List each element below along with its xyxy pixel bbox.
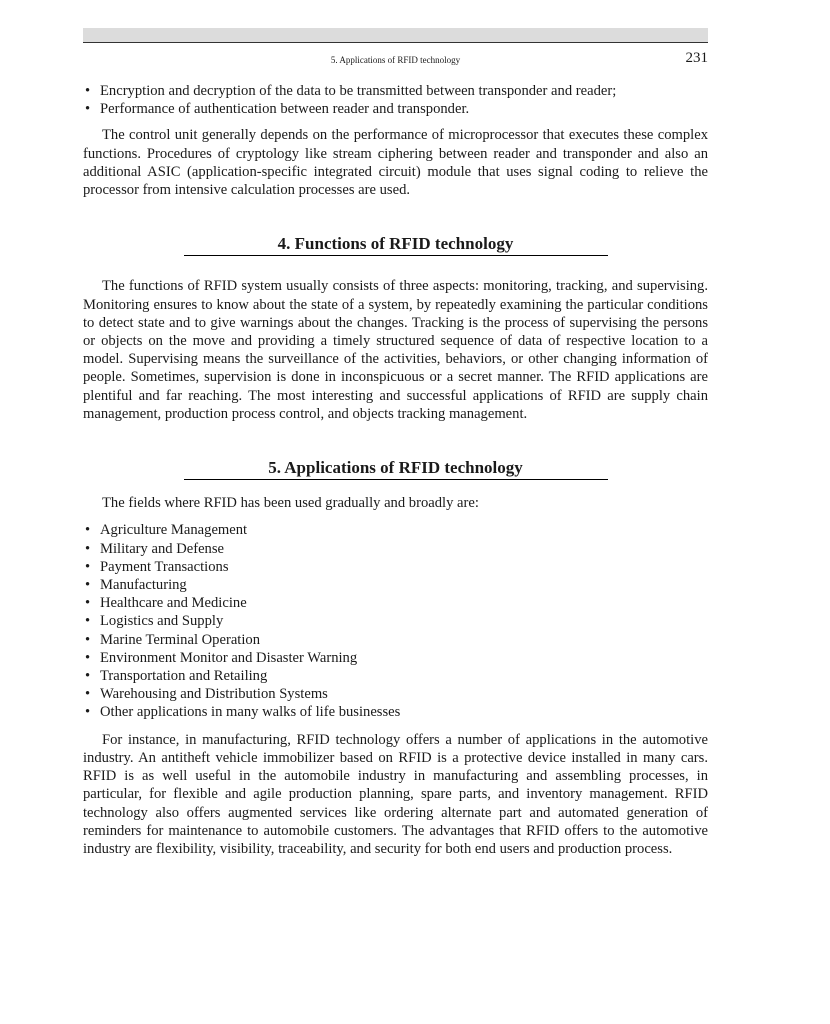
running-title: 5. Applications of RFID technology <box>330 55 461 65</box>
list-item: • Healthcare and Medicine <box>83 594 708 612</box>
header-band <box>83 28 708 42</box>
list-item: • Performance of authentication between reader and transponder. <box>83 100 708 118</box>
list-item: • Encryption and decryption of the data to be transmitted between transponder and reader; <box>83 82 708 100</box>
top-bullet-list <box>83 82 708 118</box>
list-item: • Military and Defense <box>83 540 708 558</box>
list-item: • Other applications in many walks of life businesses <box>83 703 708 721</box>
paragraph-applications-intro: The fields where RFID has been used gradually and broadly are: <box>102 495 479 512</box>
list-item: • Environment Monitor and Disaster Warning <box>83 649 708 667</box>
list-item: • Marine Terminal Operation <box>83 631 708 649</box>
list-item: • Payment Transactions <box>83 558 708 576</box>
paragraph-functions: The functions of RFID system usually consists of three aspects: monitoring, tracking, and supervising. Monitoring ensures to know about the state of a system, by repeatedly examining the particular conditions to detect state and to give warnings about the changes. Tracking is the process of supervising the persons or objects on the move and providing a timely structured sequence of data of respective location to a model. Supervising means the surveillance of the activities, behaviors, or other changing information of people. Sometimes, supervision is done in inconspicuous or a secret manner. The RFID applications are plentiful and far reaching. The most interesting and successful applications of RFID are supply chain management, production process control, and objects tracking management. <box>83 278 708 422</box>
section-heading-applications: 5. Applications of RFID technology <box>184 459 608 480</box>
list-item: • Agriculture Management <box>83 521 708 539</box>
section-heading-functions: 4. Functions of RFID technology <box>184 235 608 256</box>
list-item: • Manufacturing <box>83 576 708 594</box>
list-item: • Logistics and Supply <box>83 612 708 630</box>
page-body <box>83 82 708 858</box>
list-item: • Warehousing and Distribution Systems <box>83 685 708 703</box>
paragraph-control-unit: The control unit generally depends on the performance of microprocessor that executes these complex functions. Procedures of cryptology like stream ciphering between reader and transponder and also an additional ASIC (application-specific integrated circuit) module that uses signal coding to relieve the processor from intensive calculation processes are used. <box>83 127 708 199</box>
header-rule <box>83 42 708 43</box>
paragraph-manufacturing: For instance, in manufacturing, RFID technology offers a number of applications in the automotive industry. An antitheft vehicle immobilizer based on RFID is a protective device installed in many cars. RFID is as well useful in the automobile industry in manufacturing and assembling processes, in particular, for flexible and agile production planning, spare parts, and inventory management. RFID technology also offers augmented services like ordering alternate part and automated generation of reminders for maintenance to automobile customers. The advantages that RFID offers to the automotive industry are flexibility, visibility, traceability, and security for both end users and production process. <box>83 731 708 857</box>
page-number: 231 <box>685 50 708 66</box>
running-head <box>83 50 708 69</box>
list-item: • Transportation and Retailing <box>83 667 708 685</box>
applications-field-list <box>83 521 708 721</box>
